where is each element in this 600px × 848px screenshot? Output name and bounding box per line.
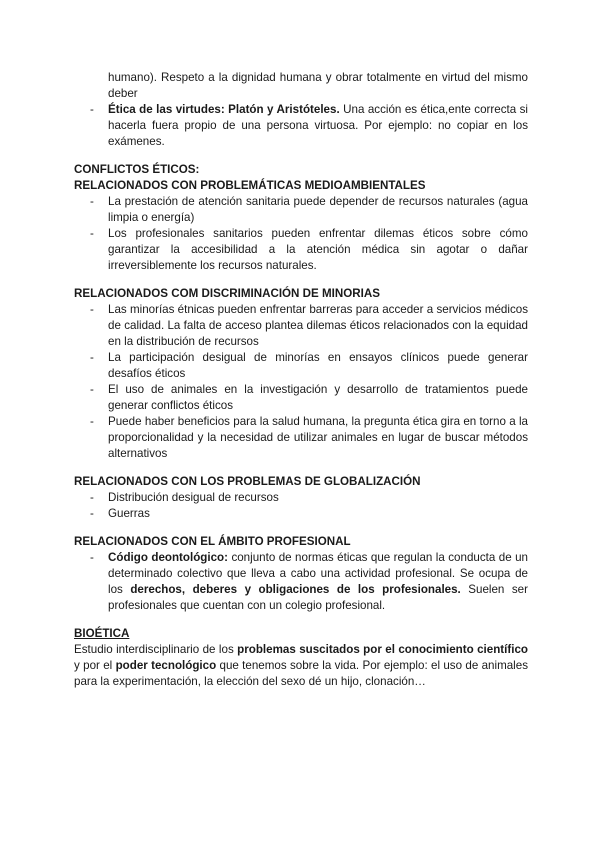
list-item: - El uso de animales en la investigación y desarrollo de tratamientos puede generar conflictos éticos [90, 382, 528, 414]
minorities-heading: RELACIONADOS COM DISCRIMINACIÓN DE MINORIAS [74, 287, 380, 300]
code-text: conjunto de normas éticas que regulan la conducta de un determinado colectivo que lleva a cabo una actividad profesional. Se ocupa de los [108, 551, 528, 596]
list-item: - La prestación de atención sanitaria puede depender de recursos naturales (agua limpia o energía) [90, 194, 528, 226]
bioetica-text: que tenemos sobre la vida. Por ejemplo: el uso de animales para la experimentación, la elección del sexo dé un hijo, clonación… [74, 659, 528, 688]
env-heading: RELACIONADOS CON PROBLEMÁTICAS MEDIOAMBIENTALES [74, 179, 426, 192]
document-page [74, 70, 528, 690]
conflicts-title: CONFLICTOS ÉTICOS: [74, 163, 200, 176]
bioetica-paragraph [74, 642, 528, 690]
professional-list [74, 550, 528, 614]
list-item: - La participación desigual de minorías en ensayos clínicos puede generar desafíos éticos [90, 350, 528, 382]
code-emphasis: derechos, deberes y obligaciones de los profesionales. [130, 583, 461, 596]
bioetica-text: y por el [74, 659, 116, 672]
bioetica-title: BIOÉTICA [74, 627, 130, 640]
list-item: - Puede haber beneficios para la salud humana, la pregunta ética gira en torno a la proporcionalidad y la necesidad de utilizar animales en lugar de buscar métodos alternativos [90, 414, 528, 462]
code-title: Código deontológico: [108, 551, 228, 564]
continued-paragraph: humano). Respeto a la dignidad humana y obrar totalmente en virtud del mismo deber [108, 71, 528, 100]
globalization-heading: RELACIONADOS CON LOS PROBLEMAS DE GLOBALIZACIÓN [74, 475, 421, 488]
list-item: - Distribución desigual de recursos [90, 490, 528, 506]
env-list [74, 194, 528, 274]
bioetica-emphasis: problemas suscitados por el conocimiento científico [237, 643, 528, 656]
list-item: - Las minorías étnicas pueden enfrentar barreras para acceder a servicios médicos de calidad. La falta de acceso plantea dilemas éticos relacionados con la equidad en la distribución de recursos [90, 302, 528, 350]
globalization-list [74, 490, 528, 522]
list-item: - Los profesionales sanitarios pueden enfrentar dilemas éticos sobre cómo garantizar la accesibilidad a la atención médica sin agotar o dañar irreversiblemente los recursos naturales. [90, 226, 528, 274]
professional-heading: RELACIONADOS CON EL ÁMBITO PROFESIONAL [74, 535, 351, 548]
bioetica-text: Estudio interdisciplinario de los [74, 643, 238, 656]
minorities-list [74, 302, 528, 462]
virtue-ethics-title: Ética de las virtudes: Platón y Aristóteles. [108, 103, 340, 116]
list-item-virtue-ethics [90, 102, 528, 150]
virtue-ethics-text: Una acción es ética,ente correcta si hacerla fuera propio de una persona virtuosa. Por ejemplo: no copiar en los exámenes. [108, 103, 528, 148]
ethics-theories-list [74, 102, 528, 150]
bioetica-emphasis: poder tecnológico [115, 659, 217, 672]
list-item-code [90, 550, 528, 614]
list-item: - Guerras [90, 506, 528, 522]
code-text-end: Suelen ser profesionales que cuentan con un colegio profesional. [108, 583, 528, 612]
